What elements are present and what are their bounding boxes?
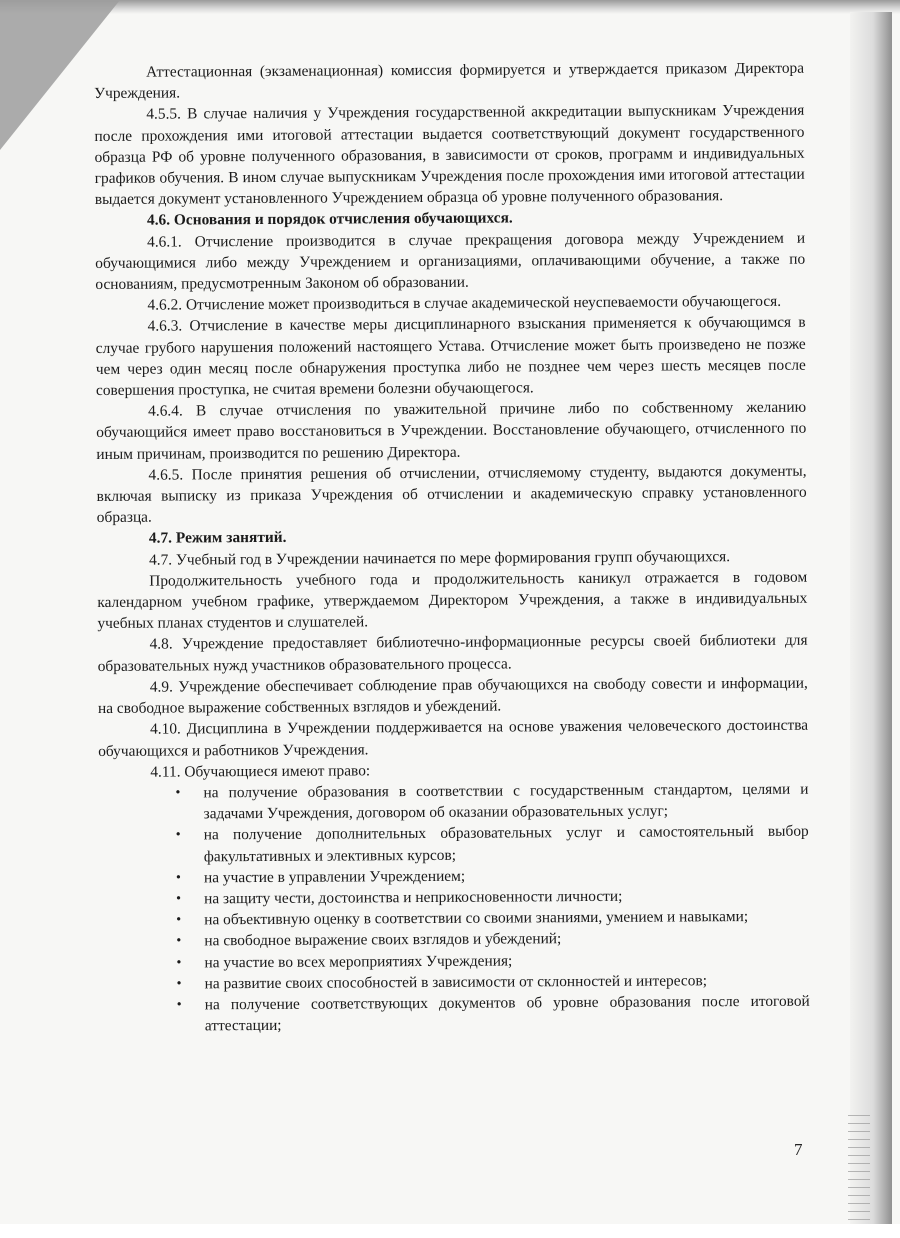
bullet-icon: • [175, 827, 181, 843]
paragraph: 4.6.5. После принятия решения об отчислении, отчисляемому студенту, выдаются документы, включая выписку из приказа Учреждения об отчислении и академическую справку установленного образца. [96, 462, 807, 527]
bullet-icon: • [176, 912, 182, 928]
paragraph: 4.8. Учреждение предоставляет библиотечно-информационные ресурсы своей библиотеки для образовательных нужд участников образовательного процесса. [97, 632, 808, 675]
section-4-7-heading: 4.7. Режим занятий. [148, 529, 287, 548]
list-item-text: на развитие своих способностей в зависимости от склонностей и интересов; [204, 972, 708, 993]
student-rights-list [98, 779, 810, 1038]
section-4-5-text [94, 58, 805, 211]
paragraph: 4.6.3. Отчисление в качестве меры дисциплинарного взыскания применяется к обучающимся в случае грубого нарушения положений настоящего Устава. Отчисление может быть произведено не позже чем через один месяц после обнаружения проступка либо не позднее чем через шесть месяцев после совершения проступка, не считая времени болезни обучающегося. [95, 314, 806, 400]
bullet-icon: • [175, 870, 181, 886]
paragraph: Аттестационная (экзаменационная) комиссия формируется и утверждается приказом Директора Учреждения. [94, 59, 805, 103]
list-item [176, 991, 810, 1037]
bullet-icon: • [176, 955, 182, 971]
bullet-icon: • [176, 933, 182, 949]
list-item [175, 779, 809, 825]
list-item-text: на свободное выражение своих взглядов и убеждений; [204, 930, 562, 950]
list-item-text: на получение дополнительных образовательных услуг и самостоятельный выбор факультативных и элективных курсов; [203, 822, 809, 865]
list-item-text: на участие во всех мероприятиях Учреждения; [204, 951, 513, 971]
paragraph: 4.10. Дисциплина в Учреждении поддерживается на основе уважения человеческого достоинства обучающихся и работников Учреждения. [98, 716, 809, 760]
stacked-pages-lines [848, 1110, 870, 1220]
list-item [175, 821, 809, 867]
bullet-icon: • [176, 976, 182, 992]
paragraph: 4.9. Учреждение обеспечивает соблюдение прав обучающихся на свободу совести и информации, на свободное выражение собственных взглядов и убеждений. [97, 674, 808, 718]
paragraph: 4.6.1. Отчисление производится в случае прекращения договора между Учреждением и обучающимися либо между Учреждением и организациями, оплачивающими обучение, а также по основаниям, предусмотренным Законом об образовании. [95, 229, 806, 294]
bullet-icon: • [176, 891, 182, 907]
paragraph: 4.6.2. Отчисление может производиться в случае академической неуспеваемости обучающегося. [147, 293, 782, 314]
paragraph: 4.6.4. В случае отчисления по уважительной причине либо по собственному желанию обучающийся имеет право восстановиться в Учреждении. Восстановление обучающего, отчисленного по иным причинам, производится по решению Директора. [96, 398, 807, 463]
stacked-pages-edge [850, 12, 892, 1227]
paragraph: Продолжительность учебного года и продолжительность каникул отражается в годовом календарном учебном графике, утверждаемом Директором Учреждения, а также в индивидуальных учебных планах студентов и слушателей. [97, 568, 808, 633]
paragraph: 4.5.5. В случае наличия у Учреждения государственной аккредитации выпускникам Учреждения после прохождения ими итоговой аттестации выдается соответствующий документ государственного образца РФ об уровне полученного образования, в зависимости от сроков, программ и индивидуальных графиков обучения. В ином случае выпускникам Учреждения после прохождения ими итоговой аттестации выдается документ установленного Учреждением образца об уровне полученного образования. [94, 102, 805, 209]
document-body [94, 58, 810, 1038]
section-4-6-heading: 4.6. Основания и порядок отчисления обучающихся. [146, 209, 513, 230]
paragraph: 4.11. Обучающиеся имеют право: [150, 762, 371, 781]
paragraph: 4.7. Учебный год в Учреждении начинается по мере формирования групп обучающихся. [148, 547, 731, 569]
section-4-6-text [95, 227, 807, 528]
list-item-text: на участие в управлении Учреждением; [203, 867, 466, 887]
bullet-icon: • [176, 997, 182, 1013]
section-4-7-text [97, 545, 808, 783]
bullet-icon: • [175, 785, 181, 801]
list-item-text: на защиту чести, достоинства и неприкосновенности личности; [204, 887, 623, 908]
list-item-text: на объективную оценку в соответствии со своими знаниями, умением и навыками; [204, 908, 749, 929]
scan-bottom-margin [0, 1224, 900, 1238]
page-number: 7 [794, 1140, 803, 1159]
scan-top-shadow [0, 0, 900, 14]
list-item-text: на получение образования в соответствии с государственным стандартом, целями и задачами Учреждения, договором об оказании образовательных услуг; [203, 780, 809, 823]
list-item-text: на получение соответствующих документов об уровне образования после итоговой аттестации; [204, 992, 810, 1035]
